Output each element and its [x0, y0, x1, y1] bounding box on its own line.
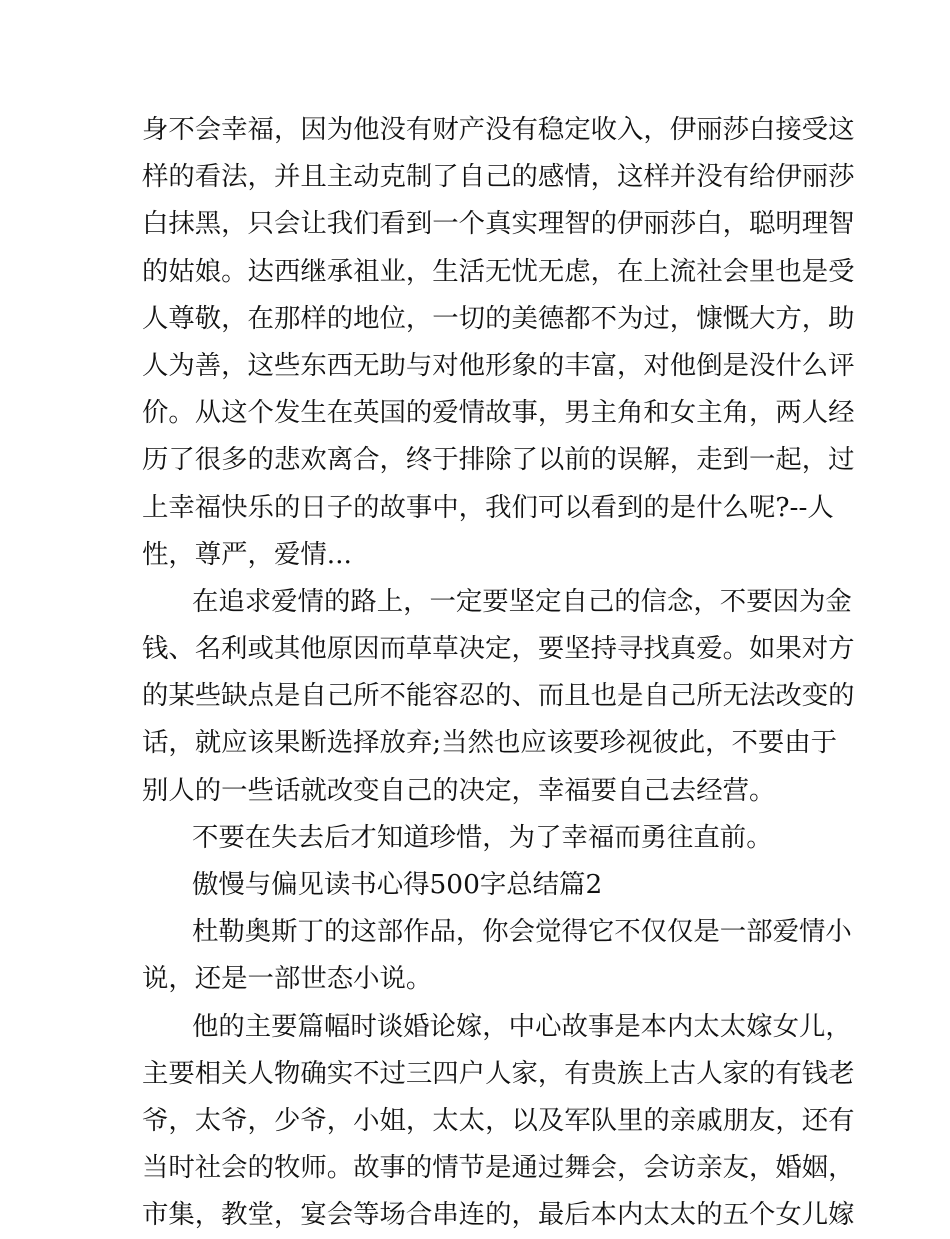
text-line: 白抹黑，只会让我们看到一个真实理智的伊丽莎白，聪明理智 — [142, 208, 855, 240]
text-line: 钱、名利或其他原因而草草决定，要坚持寻找真爱。如果对方 — [142, 633, 855, 665]
paragraph-first-line: 他的主要篇幅时谈婚论嫁，中心故事是本内太太嫁女儿， — [192, 1010, 852, 1042]
text-line: 别人的一些话就改变自己的决定，幸福要自己去经营。 — [142, 774, 776, 806]
text-line: 性，尊严，爱情... — [142, 538, 352, 570]
text-line: 爷，太爷，少爷，小姐，太太，以及军队里的亲戚朋友，还有 — [142, 1104, 855, 1136]
text-line: 的某些缺点是自己所不能容忍的、而且也是自己所无法改变的 — [142, 680, 855, 712]
document-body — [142, 106, 855, 1239]
text-line: 历了很多的悲欢离合，终于排除了以前的误解，走到一起，过 — [142, 444, 855, 476]
text-line: 上幸福快乐的日子的故事中，我们可以看到的是什么呢?--人 — [142, 491, 834, 523]
text-line: 价。从这个发生在英国的爱情故事，男主角和女主角，两人经 — [142, 397, 855, 429]
text-line: 样的看法，并且主动克制了自己的感情，这样并没有给伊丽莎 — [142, 161, 855, 193]
text-line: 说，还是一部世态小说。 — [142, 963, 433, 995]
paragraph-first-line: 不要在失去后才知道珍惜，为了幸福而勇往直前。 — [192, 821, 773, 853]
paragraph-first-line: 杜勒奥斯丁的这部作品，你会觉得它不仅仅是一部爱情小 — [192, 916, 852, 948]
text-line: 市集，教堂，宴会等场合串连的，最后本内太太的五个女儿嫁 — [142, 1199, 855, 1231]
paragraph-first-line: 在追求爱情的路上，一定要坚定自己的信念，不要因为金 — [192, 585, 852, 617]
text-line: 身不会幸福，因为他没有财产没有稳定收入，伊丽莎白接受这 — [142, 114, 855, 145]
text-line: 人为善，这些东西无助与对他形象的丰富，对他倒是没什么评 — [142, 349, 855, 381]
text-line: 人尊敬，在那样的地位，一切的美德都不为过，慷慨大方，助 — [142, 302, 855, 334]
text-line: 主要相关人物确实不过三四户人家，有贵族上古人家的有钱老 — [142, 1057, 855, 1089]
text-line: 话，就应该果断选择放弃;当然也应该要珍视彼此，不要由于 — [142, 727, 838, 759]
section-heading: 傲慢与偏见读书心得500字总结篇2 — [192, 869, 603, 900]
text-line: 的姑娘。达西继承祖业，生活无忧无虑，在上流社会里也是受 — [142, 255, 855, 287]
text-line: 当时社会的牧师。故事的情节是通过舞会，会访亲友，婚姻， — [142, 1152, 855, 1184]
